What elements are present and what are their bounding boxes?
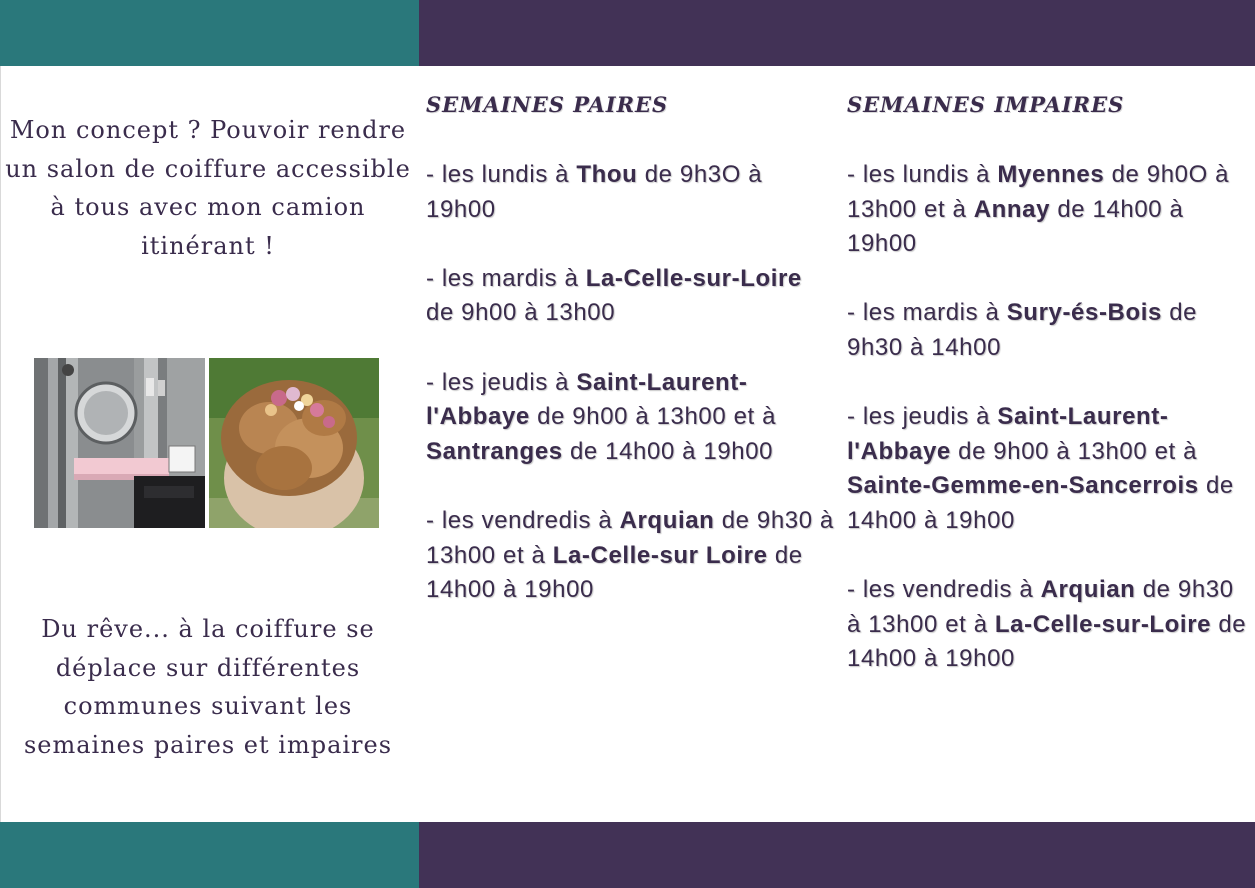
schedule-entry: - les jeudis à Saint-Laurent-l'Abbaye de 9h00 à 13h00 et à Santranges de 14h00 à 19h00 bbox=[426, 368, 777, 465]
left-column bbox=[0, 66, 419, 822]
concept-text: Mon concept ? Pouvoir rendre un salon de coiffure accessible à tous avec mon camion itinérant ! bbox=[5, 116, 411, 260]
bottom-color-band bbox=[0, 822, 1255, 888]
top-color-band bbox=[0, 0, 1255, 66]
top-band-purple bbox=[419, 0, 1255, 66]
hairstyle-photo[interactable] bbox=[209, 358, 379, 528]
schedule-entry: - les mardis à La-Celle-sur-Loire de 9h00 à 13h00 bbox=[426, 264, 802, 327]
top-band-teal bbox=[0, 0, 419, 66]
bottom-band-teal bbox=[0, 822, 419, 888]
tagline-text: Du rêve... à la coiffure se déplace sur différentes communes suivant les semaines paires et impaires bbox=[23, 615, 393, 759]
schedule-entry: - les lundis à Myennes de 9h0O à 13h00 et à Annay de 14h00 à 19h00 bbox=[847, 161, 1230, 258]
schedule-entry: - les lundis à Thou de 9h3O à 19h00 bbox=[426, 161, 763, 223]
salon-interior-photo[interactable] bbox=[34, 358, 205, 528]
odd-weeks-heading: SEMAINES IMPAIRES bbox=[847, 92, 1125, 117]
schedule-entry: - les vendredis à Arquian de 9h30 à 13h00 et à La-Celle-sur Loire de 14h00 à 19h00 bbox=[426, 506, 834, 604]
schedule-entry: - les jeudis à Saint-Laurent-l'Abbaye de 9h00 à 13h00 et à Sainte-Gemme-en-Sancerrois de 14h00 à 19h00 bbox=[847, 403, 1234, 534]
even-weeks-list bbox=[426, 158, 834, 642]
schedule-entry: - les vendredis à Arquian de 9h30 à 13h00 et à La-Celle-sur-Loire de 14h00 à 19h00 bbox=[847, 576, 1247, 673]
schedule-entry: - les mardis à Sury-és-Bois de 9h30 à 14h00 bbox=[847, 299, 1198, 361]
even-weeks-heading: SEMAINES PAIRES bbox=[426, 92, 669, 117]
odd-weeks-list bbox=[847, 158, 1249, 712]
photo-gallery bbox=[34, 358, 379, 529]
bottom-band-purple bbox=[419, 822, 1255, 888]
